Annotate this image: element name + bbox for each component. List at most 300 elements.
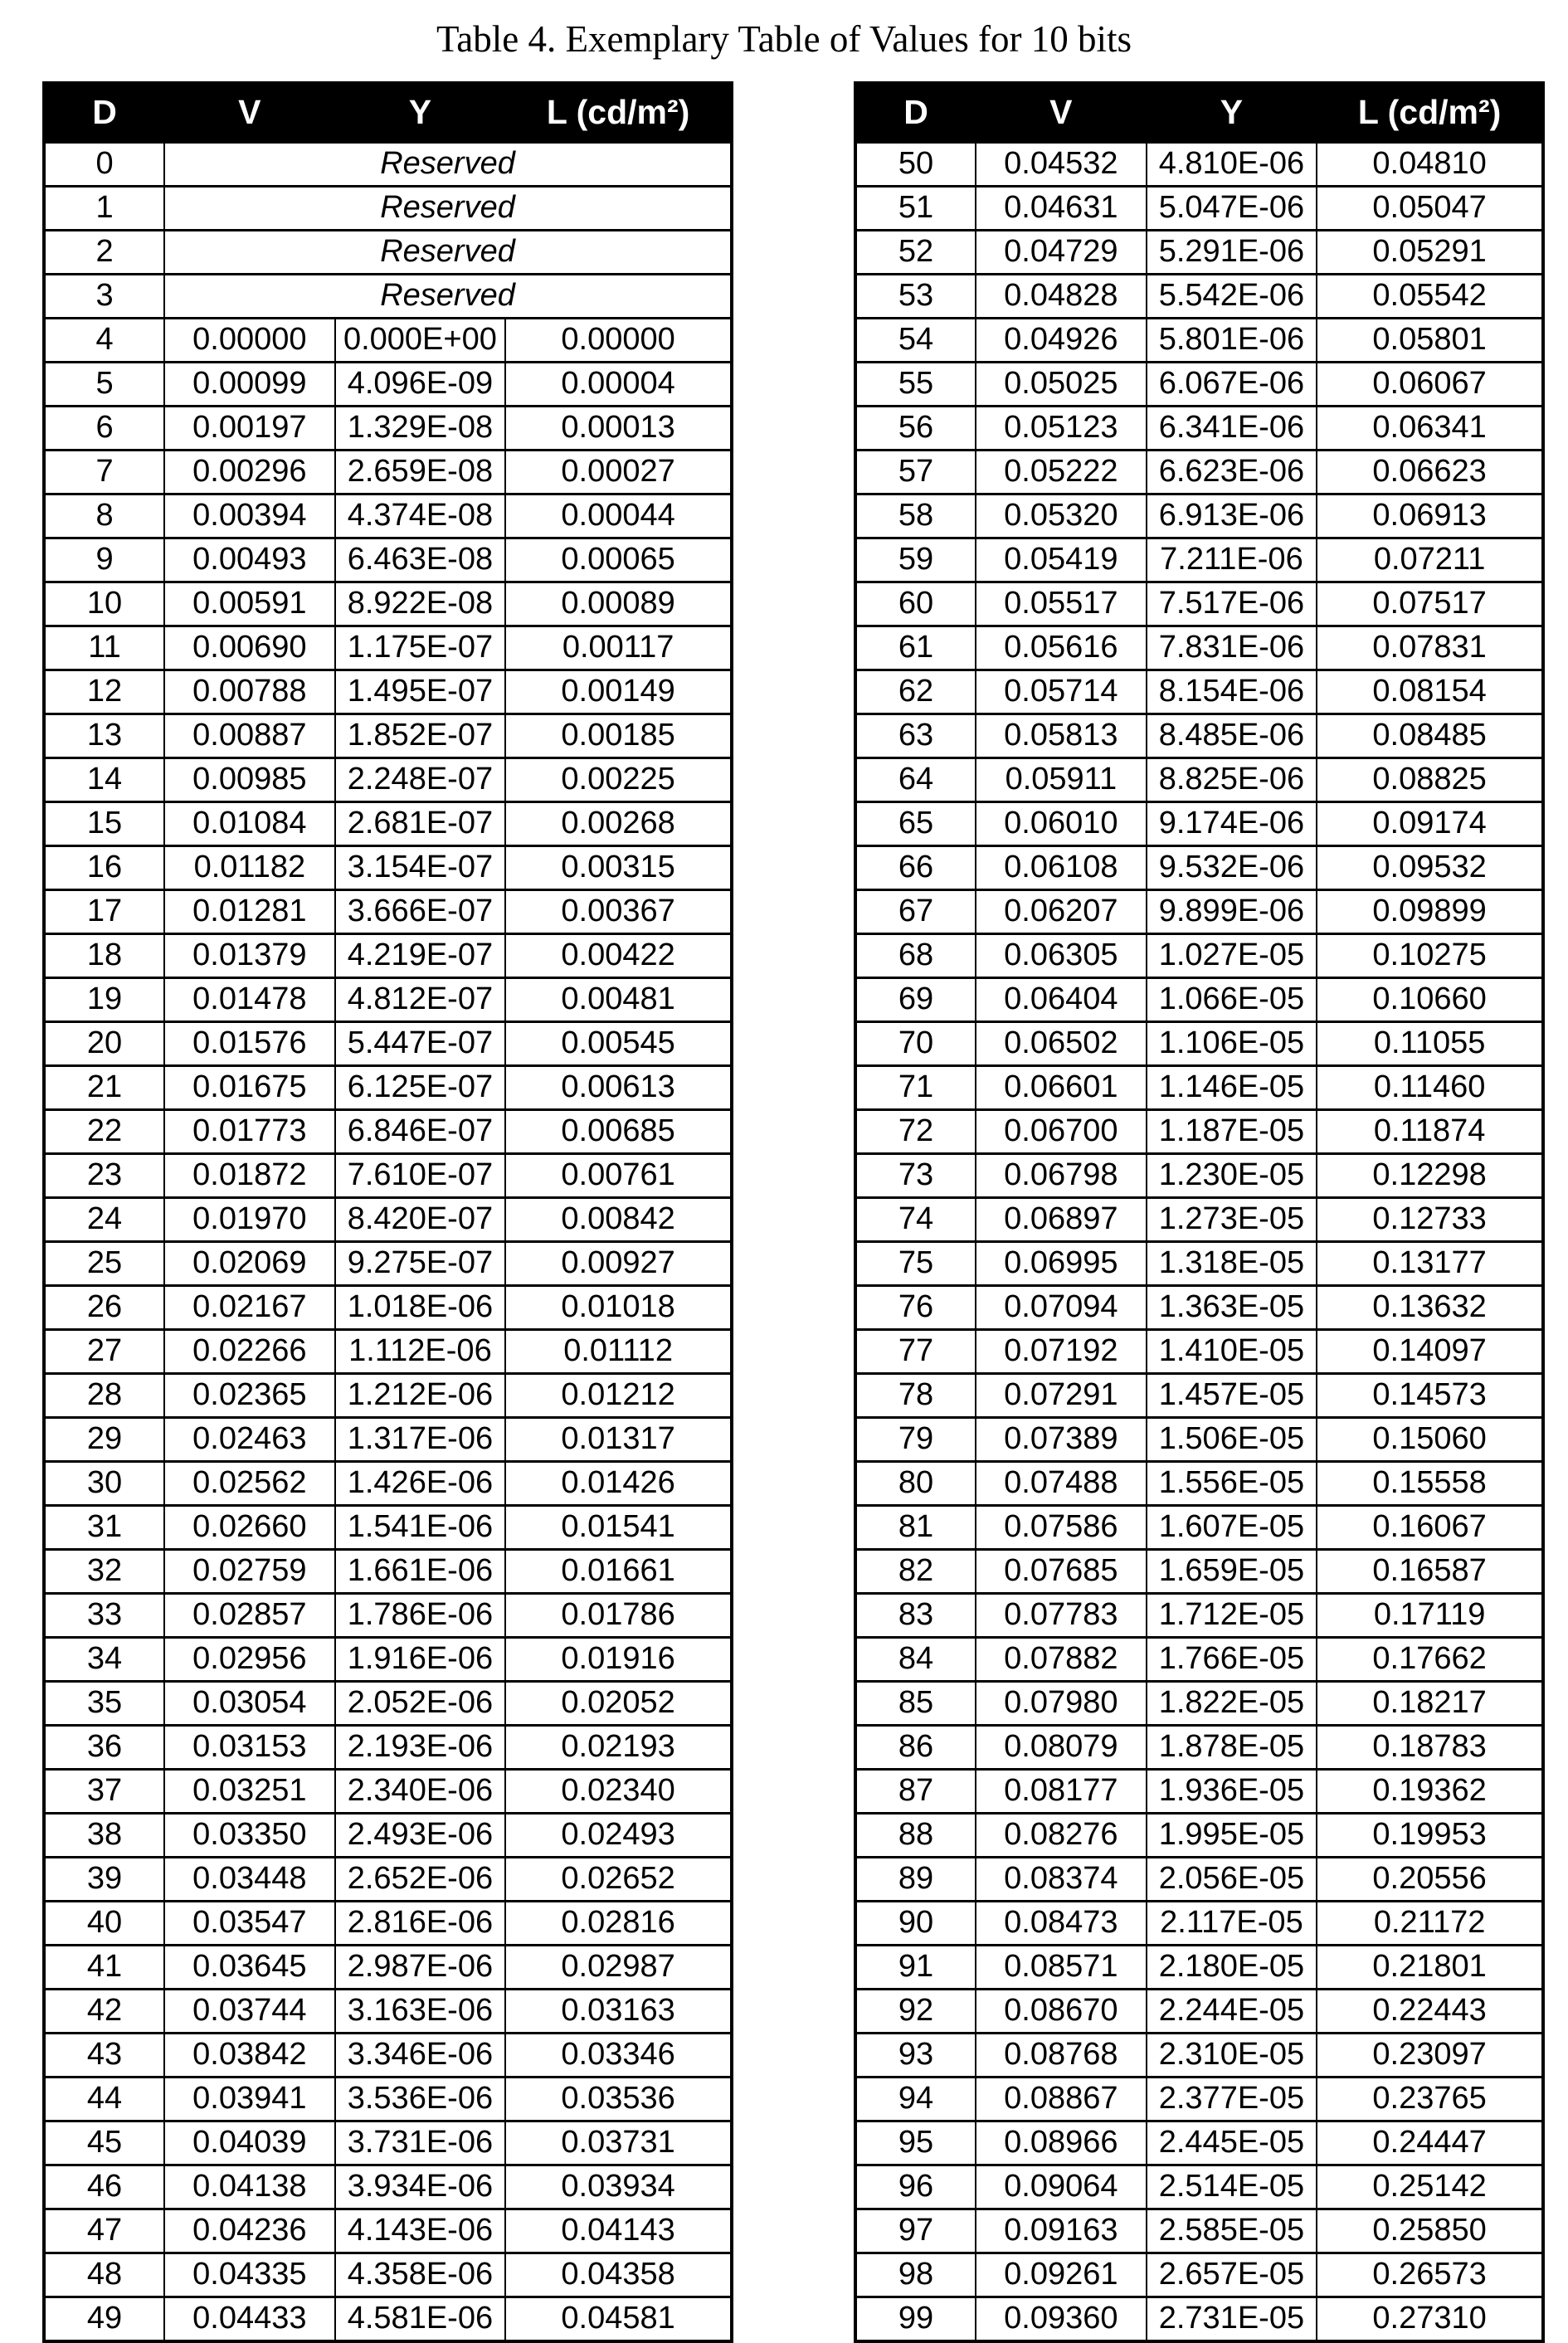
cell-d: 8 [44, 494, 164, 538]
cell-l: 0.12733 [1317, 1197, 1543, 1241]
cell-d: 73 [855, 1153, 976, 1197]
table-row [855, 757, 1543, 801]
cell-l: 0.19362 [1317, 1769, 1543, 1813]
cell-v: 0.01084 [164, 801, 335, 845]
table-row [855, 2165, 1543, 2209]
cell-v: 0.03350 [164, 1813, 335, 1857]
cell-y: 7.610E-07 [335, 1153, 506, 1197]
table-row [855, 2253, 1543, 2297]
cell-d: 15 [44, 801, 164, 845]
table-row [855, 1461, 1543, 1505]
cell-d: 99 [855, 2297, 976, 2341]
cell-d: 52 [855, 230, 976, 274]
cell-l: 0.25850 [1317, 2209, 1543, 2253]
cell-reserved: Reserved [164, 186, 732, 230]
cell-l: 0.01212 [505, 1373, 732, 1417]
table-row [44, 1901, 732, 1945]
cell-v: 0.04926 [976, 318, 1147, 362]
header-cell-d: D [44, 83, 164, 143]
cell-d: 79 [855, 1417, 976, 1461]
table-row [855, 845, 1543, 889]
table-row [44, 2165, 732, 2209]
table-row [44, 670, 732, 714]
table-row [855, 2121, 1543, 2165]
cell-d: 34 [44, 1637, 164, 1681]
cell-d: 21 [44, 1065, 164, 1109]
cell-d: 93 [855, 2033, 976, 2077]
cell-l: 0.24447 [1317, 2121, 1543, 2165]
cell-v: 0.03547 [164, 1901, 335, 1945]
table-row [855, 1945, 1543, 1989]
cell-v: 0.08571 [976, 1945, 1147, 1989]
cell-v: 0.08670 [976, 1989, 1147, 2033]
cell-d: 24 [44, 1197, 164, 1241]
cell-v: 0.06601 [976, 1065, 1147, 1109]
cell-v: 0.00394 [164, 494, 335, 538]
cell-d: 80 [855, 1461, 976, 1505]
cell-l: 0.09174 [1317, 801, 1543, 845]
cell-d: 89 [855, 1857, 976, 1901]
cell-d: 16 [44, 845, 164, 889]
cell-v: 0.05025 [976, 362, 1147, 406]
cell-l: 0.01018 [505, 1285, 732, 1329]
cell-l: 0.00422 [505, 933, 732, 977]
table-row [44, 1373, 732, 1417]
cell-d: 55 [855, 362, 976, 406]
cell-y: 2.659E-08 [335, 450, 506, 494]
cell-d: 1 [44, 186, 164, 230]
cell-d: 32 [44, 1549, 164, 1593]
table-row [855, 1901, 1543, 1945]
cell-d: 28 [44, 1373, 164, 1417]
cell-y: 2.117E-05 [1147, 1901, 1317, 1945]
table-row [44, 714, 732, 757]
cell-y: 1.936E-05 [1147, 1769, 1317, 1813]
cell-d: 31 [44, 1505, 164, 1549]
cell-d: 47 [44, 2209, 164, 2253]
cell-v: 0.05222 [976, 450, 1147, 494]
cell-v: 0.02463 [164, 1417, 335, 1461]
table-row [855, 1109, 1543, 1153]
cell-d: 3 [44, 274, 164, 318]
cell-d: 97 [855, 2209, 976, 2253]
header-cell-y: Y [335, 83, 506, 143]
cell-y: 2.340E-06 [335, 1769, 506, 1813]
table-row [44, 2297, 732, 2341]
cell-d: 59 [855, 538, 976, 582]
cell-d: 18 [44, 933, 164, 977]
cell-y: 1.187E-05 [1147, 1109, 1317, 1153]
cell-l: 0.00185 [505, 714, 732, 757]
header-cell-v: V [976, 83, 1147, 143]
table-row [855, 2209, 1543, 2253]
cell-l: 0.04143 [505, 2209, 732, 2253]
cell-v: 0.02266 [164, 1329, 335, 1373]
cell-d: 37 [44, 1769, 164, 1813]
table-row [855, 626, 1543, 670]
cell-l: 0.08825 [1317, 757, 1543, 801]
cell-y: 3.666E-07 [335, 889, 506, 933]
cell-l: 0.26573 [1317, 2253, 1543, 2297]
cell-y: 4.810E-06 [1147, 142, 1317, 186]
cell-l: 0.01661 [505, 1549, 732, 1593]
table-row [44, 1725, 732, 1769]
cell-d: 40 [44, 1901, 164, 1945]
table-row [44, 362, 732, 406]
cell-l: 0.25142 [1317, 2165, 1543, 2209]
cell-l: 0.05801 [1317, 318, 1543, 362]
cell-y: 2.056E-05 [1147, 1857, 1317, 1901]
cell-l: 0.00367 [505, 889, 732, 933]
cell-l: 0.00089 [505, 582, 732, 626]
cell-y: 1.712E-05 [1147, 1593, 1317, 1637]
cell-v: 0.07488 [976, 1461, 1147, 1505]
cell-d: 20 [44, 1021, 164, 1065]
cell-y: 1.457E-05 [1147, 1373, 1317, 1417]
cell-y: 2.244E-05 [1147, 1989, 1317, 2033]
cell-l: 0.06913 [1317, 494, 1543, 538]
cell-l: 0.01426 [505, 1461, 732, 1505]
cell-v: 0.05911 [976, 757, 1147, 801]
cell-v: 0.05813 [976, 714, 1147, 757]
cell-d: 36 [44, 1725, 164, 1769]
cell-y: 1.230E-05 [1147, 1153, 1317, 1197]
cell-y: 3.731E-06 [335, 2121, 506, 2165]
table-row [855, 1153, 1543, 1197]
cell-y: 1.852E-07 [335, 714, 506, 757]
cell-y: 7.831E-06 [1147, 626, 1317, 670]
header-row [855, 83, 1543, 143]
cell-l: 0.02987 [505, 1945, 732, 1989]
cell-l: 0.11055 [1317, 1021, 1543, 1065]
cell-y: 6.125E-07 [335, 1065, 506, 1109]
cell-d: 11 [44, 626, 164, 670]
cell-l: 0.11874 [1317, 1109, 1543, 1153]
cell-l: 0.07211 [1317, 538, 1543, 582]
cell-d: 90 [855, 1901, 976, 1945]
cell-d: 98 [855, 2253, 976, 2297]
cell-y: 6.913E-06 [1147, 494, 1317, 538]
cell-d: 22 [44, 1109, 164, 1153]
cell-v: 0.00985 [164, 757, 335, 801]
cell-d: 2 [44, 230, 164, 274]
cell-reserved: Reserved [164, 230, 732, 274]
cell-y: 7.211E-06 [1147, 538, 1317, 582]
cell-y: 2.310E-05 [1147, 2033, 1317, 2077]
cell-v: 0.02069 [164, 1241, 335, 1285]
cell-reserved: Reserved [164, 142, 732, 186]
table-row [855, 1197, 1543, 1241]
cell-d: 29 [44, 1417, 164, 1461]
cell-y: 2.193E-06 [335, 1725, 506, 1769]
table-row [44, 1285, 732, 1329]
cell-l: 0.03346 [505, 2033, 732, 2077]
cell-l: 0.01916 [505, 1637, 732, 1681]
cell-d: 26 [44, 1285, 164, 1329]
cell-v: 0.00788 [164, 670, 335, 714]
cell-v: 0.00296 [164, 450, 335, 494]
cell-l: 0.16587 [1317, 1549, 1543, 1593]
cell-l: 0.00761 [505, 1153, 732, 1197]
table-row [855, 1373, 1543, 1417]
cell-d: 27 [44, 1329, 164, 1373]
table-row [855, 1549, 1543, 1593]
cell-v: 0.04335 [164, 2253, 335, 2297]
cell-l: 0.01112 [505, 1329, 732, 1373]
table-row [44, 318, 732, 362]
cell-y: 1.541E-06 [335, 1505, 506, 1549]
cell-l: 0.14097 [1317, 1329, 1543, 1373]
cell-v: 0.08079 [976, 1725, 1147, 1769]
cell-d: 75 [855, 1241, 976, 1285]
table-body-left [44, 142, 732, 2341]
cell-d: 72 [855, 1109, 976, 1153]
cell-v: 0.00690 [164, 626, 335, 670]
cell-d: 74 [855, 1197, 976, 1241]
cell-l: 0.04810 [1317, 142, 1543, 186]
cell-v: 0.02857 [164, 1593, 335, 1637]
cell-d: 84 [855, 1637, 976, 1681]
cell-y: 2.445E-05 [1147, 2121, 1317, 2165]
table-row [44, 977, 732, 1021]
cell-v: 0.06700 [976, 1109, 1147, 1153]
cell-l: 0.07831 [1317, 626, 1543, 670]
table-row [44, 1681, 732, 1725]
cell-d: 81 [855, 1505, 976, 1549]
cell-y: 2.052E-06 [335, 1681, 506, 1725]
cell-y: 2.731E-05 [1147, 2297, 1317, 2341]
cell-y: 1.363E-05 [1147, 1285, 1317, 1329]
cell-l: 0.00117 [505, 626, 732, 670]
cell-d: 88 [855, 1813, 976, 1857]
table-row [44, 230, 732, 274]
cell-v: 0.04828 [976, 274, 1147, 318]
cell-y: 4.581E-06 [335, 2297, 506, 2341]
cell-y: 1.607E-05 [1147, 1505, 1317, 1549]
cell-l: 0.11460 [1317, 1065, 1543, 1109]
cell-v: 0.07389 [976, 1417, 1147, 1461]
cell-d: 65 [855, 801, 976, 845]
table-row [855, 670, 1543, 714]
cell-d: 41 [44, 1945, 164, 1989]
cell-y: 8.825E-06 [1147, 757, 1317, 801]
cell-d: 56 [855, 406, 976, 450]
table-row [855, 1241, 1543, 1285]
cell-y: 1.786E-06 [335, 1593, 506, 1637]
cell-l: 0.00000 [505, 318, 732, 362]
cell-y: 5.542E-06 [1147, 274, 1317, 318]
cell-v: 0.01478 [164, 977, 335, 1021]
cell-y: 1.018E-06 [335, 1285, 506, 1329]
table-row [44, 1505, 732, 1549]
cell-d: 60 [855, 582, 976, 626]
table-row [44, 1065, 732, 1109]
cell-v: 0.09064 [976, 2165, 1147, 2209]
cell-v: 0.01576 [164, 1021, 335, 1065]
table-row [44, 1637, 732, 1681]
table-row [855, 1769, 1543, 1813]
cell-l: 0.00685 [505, 1109, 732, 1153]
table-row [855, 362, 1543, 406]
cell-d: 35 [44, 1681, 164, 1725]
cell-l: 0.09899 [1317, 889, 1543, 933]
cell-y: 8.922E-08 [335, 582, 506, 626]
cell-l: 0.04581 [505, 2297, 732, 2341]
cell-d: 45 [44, 2121, 164, 2165]
cell-d: 9 [44, 538, 164, 582]
cell-d: 19 [44, 977, 164, 1021]
cell-y: 4.143E-06 [335, 2209, 506, 2253]
cell-y: 9.275E-07 [335, 1241, 506, 1285]
cell-l: 0.15558 [1317, 1461, 1543, 1505]
cell-l: 0.12298 [1317, 1153, 1543, 1197]
table-row [855, 801, 1543, 845]
table-row [855, 582, 1543, 626]
cell-l: 0.00842 [505, 1197, 732, 1241]
cell-y: 2.585E-05 [1147, 2209, 1317, 2253]
cell-v: 0.03448 [164, 1857, 335, 1901]
cell-y: 9.899E-06 [1147, 889, 1317, 933]
cell-d: 91 [855, 1945, 976, 1989]
table-row [44, 2077, 732, 2121]
cell-d: 23 [44, 1153, 164, 1197]
cell-y: 4.374E-08 [335, 494, 506, 538]
cell-d: 5 [44, 362, 164, 406]
cell-l: 0.02340 [505, 1769, 732, 1813]
cell-l: 0.10660 [1317, 977, 1543, 1021]
cell-v: 0.04236 [164, 2209, 335, 2253]
table-row [855, 1989, 1543, 2033]
table-row [44, 406, 732, 450]
table-row [44, 1593, 732, 1637]
cell-l: 0.18217 [1317, 1681, 1543, 1725]
cell-v: 0.01379 [164, 933, 335, 977]
table-row [855, 1329, 1543, 1373]
cell-y: 2.987E-06 [335, 1945, 506, 1989]
cell-v: 0.06010 [976, 801, 1147, 845]
cell-y: 1.822E-05 [1147, 1681, 1317, 1725]
cell-l: 0.00481 [505, 977, 732, 1021]
cell-d: 48 [44, 2253, 164, 2297]
cell-v: 0.01675 [164, 1065, 335, 1109]
table-row [855, 1021, 1543, 1065]
cell-y: 1.916E-06 [335, 1637, 506, 1681]
table-row [44, 1549, 732, 1593]
cell-l: 0.00927 [505, 1241, 732, 1285]
cell-y: 1.175E-07 [335, 626, 506, 670]
cell-v: 0.09163 [976, 2209, 1147, 2253]
table-row [44, 1109, 732, 1153]
cell-y: 3.536E-06 [335, 2077, 506, 2121]
table-row [44, 2209, 732, 2253]
table-row [44, 801, 732, 845]
cell-l: 0.27310 [1317, 2297, 1543, 2341]
cell-y: 2.377E-05 [1147, 2077, 1317, 2121]
cell-y: 5.291E-06 [1147, 230, 1317, 274]
cell-y: 6.846E-07 [335, 1109, 506, 1153]
cell-y: 2.657E-05 [1147, 2253, 1317, 2297]
cell-l: 0.22443 [1317, 1989, 1543, 2033]
table-row [855, 406, 1543, 450]
cell-d: 62 [855, 670, 976, 714]
cell-y: 2.514E-05 [1147, 2165, 1317, 2209]
table-row [44, 1153, 732, 1197]
cell-v: 0.02365 [164, 1373, 335, 1417]
cell-l: 0.05542 [1317, 274, 1543, 318]
cell-v: 0.02660 [164, 1505, 335, 1549]
cell-v: 0.00000 [164, 318, 335, 362]
cell-v: 0.06108 [976, 845, 1147, 889]
table-row [855, 450, 1543, 494]
cell-d: 53 [855, 274, 976, 318]
cell-d: 87 [855, 1769, 976, 1813]
tables-container [0, 81, 1568, 2343]
cell-l: 0.00027 [505, 450, 732, 494]
table-row [44, 889, 732, 933]
cell-l: 0.20556 [1317, 1857, 1543, 1901]
cell-d: 92 [855, 1989, 976, 2033]
cell-d: 63 [855, 714, 976, 757]
cell-y: 2.248E-07 [335, 757, 506, 801]
cell-d: 42 [44, 1989, 164, 2033]
values-table-right [854, 81, 1545, 2343]
cell-y: 8.485E-06 [1147, 714, 1317, 757]
cell-y: 6.623E-06 [1147, 450, 1317, 494]
cell-l: 0.03731 [505, 2121, 732, 2165]
cell-y: 2.681E-07 [335, 801, 506, 845]
cell-l: 0.02193 [505, 1725, 732, 1769]
values-table-left [42, 81, 733, 2343]
cell-l: 0.17662 [1317, 1637, 1543, 1681]
table-row [44, 1197, 732, 1241]
cell-y: 1.212E-06 [335, 1373, 506, 1417]
table-row [855, 2297, 1543, 2341]
cell-y: 9.532E-06 [1147, 845, 1317, 889]
cell-l: 0.21801 [1317, 1945, 1543, 1989]
table-row [855, 1417, 1543, 1461]
table-row [44, 186, 732, 230]
cell-l: 0.00225 [505, 757, 732, 801]
table-row [855, 1065, 1543, 1109]
table-row [44, 1329, 732, 1373]
cell-l: 0.06341 [1317, 406, 1543, 450]
cell-l: 0.16067 [1317, 1505, 1543, 1549]
cell-v: 0.03251 [164, 1769, 335, 1813]
cell-l: 0.06067 [1317, 362, 1543, 406]
table-row [44, 582, 732, 626]
cell-v: 0.04631 [976, 186, 1147, 230]
cell-y: 3.934E-06 [335, 2165, 506, 2209]
table-row [44, 450, 732, 494]
cell-y: 2.180E-05 [1147, 1945, 1317, 1989]
table-row [855, 714, 1543, 757]
cell-v: 0.02167 [164, 1285, 335, 1329]
cell-d: 44 [44, 2077, 164, 2121]
cell-y: 3.346E-06 [335, 2033, 506, 2077]
cell-d: 77 [855, 1329, 976, 1373]
cell-v: 0.01773 [164, 1109, 335, 1153]
cell-y: 1.329E-08 [335, 406, 506, 450]
table-row [44, 1417, 732, 1461]
cell-y: 1.426E-06 [335, 1461, 506, 1505]
cell-y: 3.163E-06 [335, 1989, 506, 2033]
page-title: Table 4. Exemplary Table of Values for 10 bits [436, 18, 1132, 60]
table-row [855, 977, 1543, 1021]
cell-l: 0.08154 [1317, 670, 1543, 714]
cell-l: 0.05047 [1317, 186, 1543, 230]
cell-v: 0.04138 [164, 2165, 335, 2209]
cell-d: 51 [855, 186, 976, 230]
